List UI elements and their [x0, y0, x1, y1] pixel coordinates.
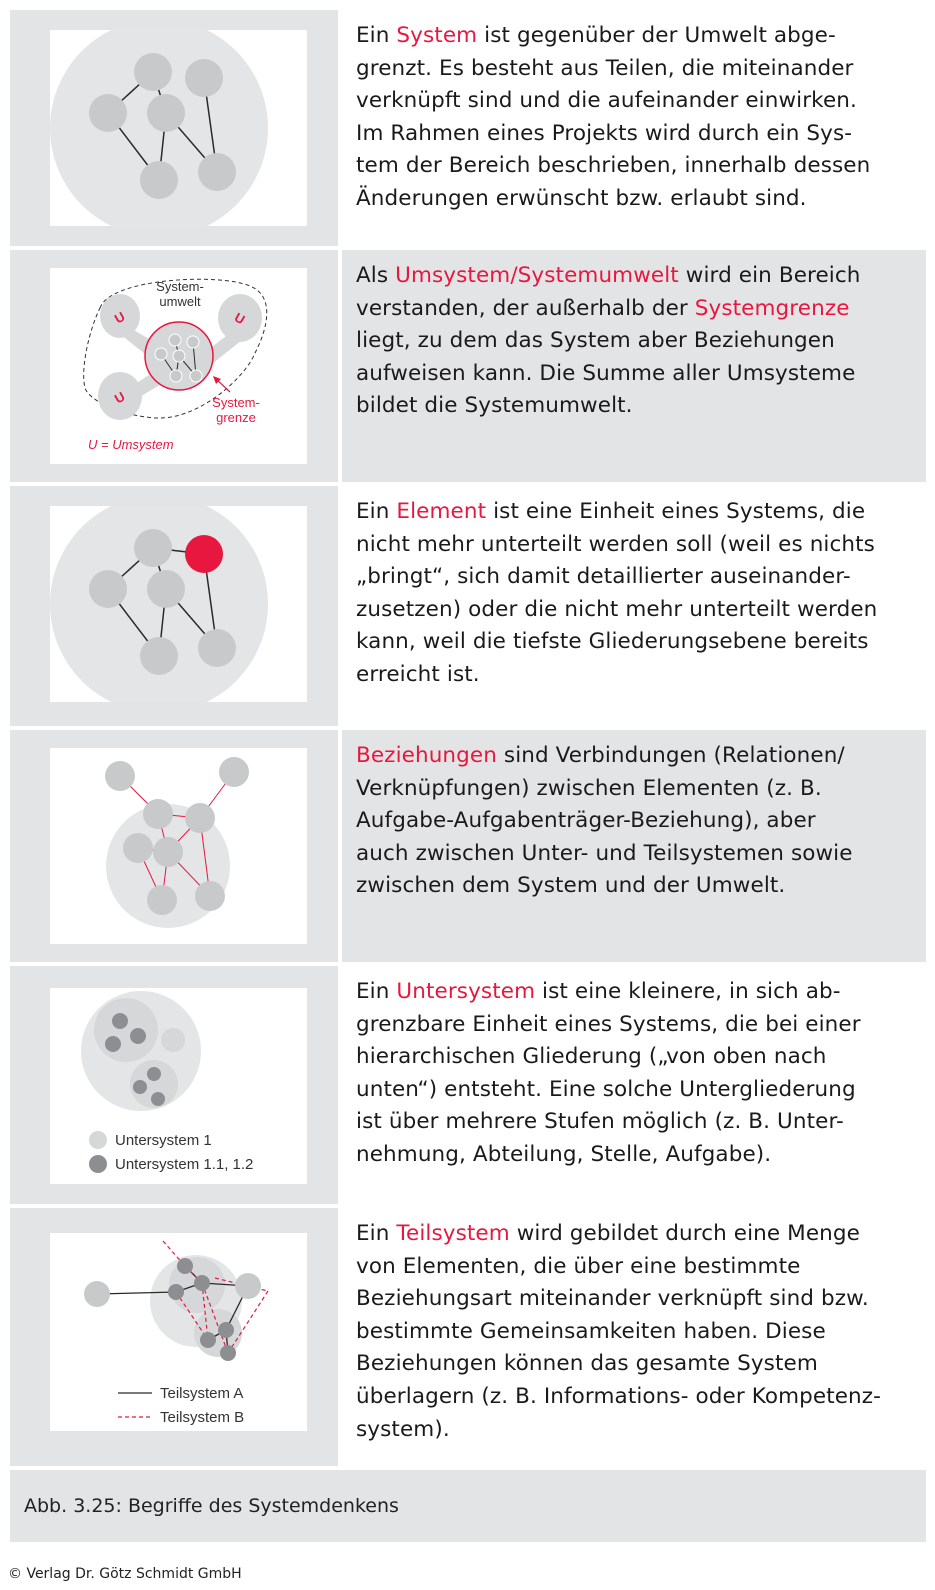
text-body: ist eine Einheit eines Systems, die nicht mehr unterteilt werden soll (weil es nichts „bringt“, sich damit detaillierter auseinander- zusetzen) oder die nicht mehr unterteilt werden kann, weil die tiefste Gliederungsebene bereits erreicht ist. [356, 499, 878, 687]
term-teilsystem: Teilsystem [396, 1221, 510, 1246]
row-untersystem [10, 966, 926, 1204]
system-element-node [198, 153, 236, 191]
beziehungen-diagram [50, 748, 307, 944]
row-beziehungen-picture-cell [10, 730, 338, 962]
copyright-notice: © Verlag Dr. Götz Schmidt GmbH [8, 1566, 242, 1582]
row-beziehungen-text [342, 730, 926, 962]
highlighted-element-node [185, 535, 223, 573]
system-element-node [89, 94, 127, 132]
row-teilsystem-text [342, 1208, 926, 1466]
systemgrenze-label-line2: grenze [216, 410, 256, 425]
row-untersystem-text [342, 966, 926, 1204]
row-untersystem-picture-cell [10, 966, 338, 1204]
element-diagram [50, 506, 307, 702]
teilsystem-diagram [50, 1233, 307, 1431]
system-element-node [140, 161, 178, 199]
umsystem-u-label: U [111, 308, 128, 327]
umsystem-u-label: U [111, 388, 128, 407]
term-beziehungen: Beziehungen [356, 743, 497, 768]
row-umsystem [10, 250, 926, 482]
legend-label-untersystem-1-1: Untersystem 1.1, 1.2 [115, 1156, 254, 1173]
legend-label-teilsystem-a: Teilsystem A [160, 1385, 244, 1402]
umsystem-legend: U = Umsystem [88, 437, 174, 452]
text-prefix: Ein [356, 979, 397, 1004]
row-umsystem-picture-cell [10, 250, 338, 482]
systemgrenze-label-line1: System- [212, 395, 260, 410]
umsystem-u-label: U [231, 309, 248, 328]
legend-swatch-untersystem-1 [89, 1131, 107, 1149]
systemumwelt-label-line2: umwelt [159, 294, 201, 309]
row-umsystem-text [342, 250, 926, 482]
systemumwelt-label-line1: System- [156, 279, 204, 294]
system-diagram [50, 30, 307, 226]
term-element: Element [396, 499, 487, 524]
row-beziehungen [10, 730, 926, 962]
system-element-node [185, 59, 223, 97]
text-prefix: Ein [356, 1221, 397, 1246]
text-body: sind Verbindungen (Relationen/ Verknüpfungen) zwischen Elementen (z. B. Aufgabe-Aufgabenträger-Beziehung), aber auch zwischen Unter- und Teilsystemen sowie zwischen dem System und der Umwelt. [356, 743, 853, 899]
row-teilsystem [10, 1208, 926, 1466]
term-system: System [396, 23, 478, 48]
row-element-text [342, 486, 926, 726]
text-prefix: Ein [356, 23, 397, 48]
term-umsystem: Umsystem/Systemumwelt [395, 263, 679, 288]
system-element-node [147, 94, 185, 132]
term-systemgrenze: Systemgrenze [694, 295, 850, 321]
legend-swatch-untersystem-1-1 [89, 1155, 107, 1173]
row-system-text [342, 10, 926, 246]
figure-caption: Abb. 3.25: Begriffe des Systemdenkens [10, 1470, 926, 1542]
term-untersystem: Untersystem [396, 979, 536, 1004]
row-system-picture-cell [10, 10, 338, 246]
umsystem-diagram [50, 268, 307, 464]
legend-label-teilsystem-b: Teilsystem B [160, 1409, 245, 1426]
text-body: wird gebildet durch eine Menge von Elementen, die über eine bestimmte Beziehungsart miteinander verknüpft sind bzw. bestimmte Gemeinsamkeiten haben. Diese Beziehungen können das gesamte System überlagern (z. B. Informations- oder Kompetenz- system). [356, 1221, 882, 1442]
text-body: ist eine kleinere, in sich ab- grenzbare Einheit eines Systems, die bei einer hierarchischen Gliederung („von oben nach unten“) entsteht. Eine solche Untergliederung ist über mehrere Stufen möglich (z. B. Unter- nehmung, Abteilung, Stelle, Aufgabe). [356, 979, 861, 1167]
text-prefix: Ein [356, 499, 397, 524]
text-body: ist gegenüber der Umwelt abge- grenzt. Es besteht aus Teilen, die miteinander verknüpft sind und die aufeinander einwirken. Im Rahmen eines Projekts wird durch ein Sys- tem der Bereich beschrieben, innerhalb dessen Änderungen erwünscht bzw. erlaubt sind. [356, 23, 871, 211]
legend-label-untersystem-1: Untersystem 1 [115, 1132, 212, 1149]
system-element-node [134, 53, 172, 91]
row-element-picture-cell [10, 486, 338, 726]
row-teilsystem-picture-cell [10, 1208, 338, 1466]
text-prefix: Als [356, 263, 396, 288]
row-element [10, 486, 926, 726]
text-middle: wird ein Bereich verstanden, der außerhalb der [356, 263, 861, 321]
row-system [10, 10, 926, 246]
text-body: liegt, zu dem das System aber Beziehungen aufweisen kann. Die Summe aller Umsysteme bildet die Systemumwelt. [356, 328, 856, 419]
untersystem-diagram [50, 988, 307, 1184]
